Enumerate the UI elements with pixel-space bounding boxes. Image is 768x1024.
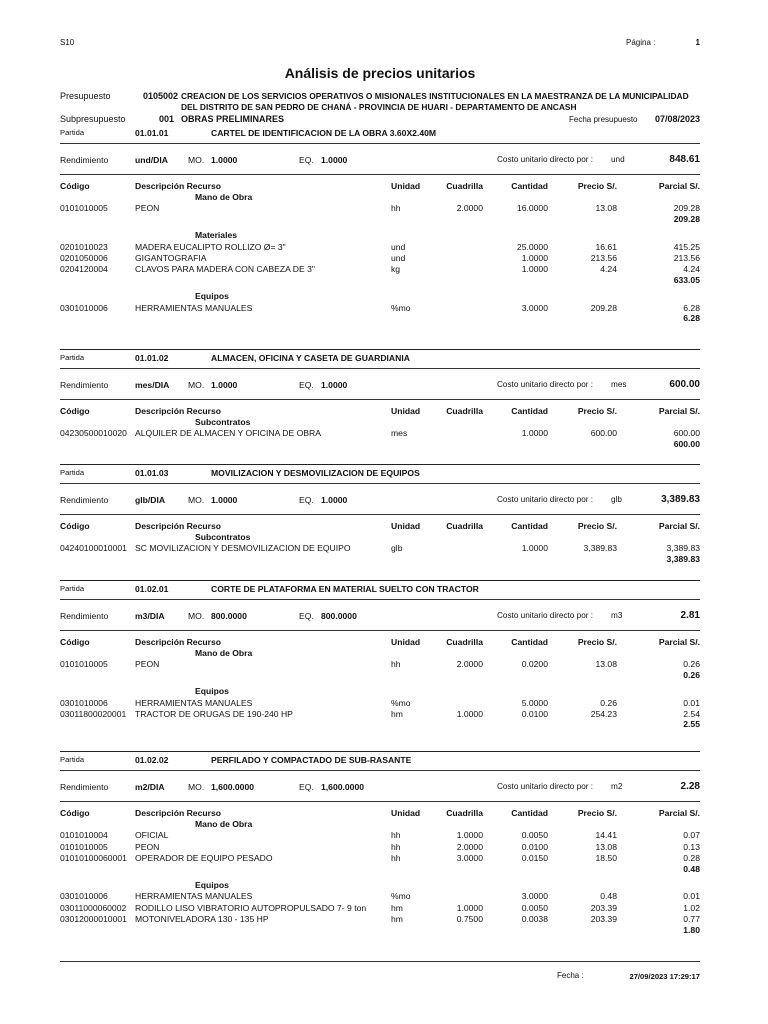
fecha-presupuesto-label: Fecha presupuesto xyxy=(569,115,638,124)
page-number: 1 xyxy=(695,38,700,47)
resource-cantidad: 0.0038 xyxy=(521,914,548,925)
presupuesto-description-line-2: DEL DISTRITO DE SAN PEDRO DE CHANÁ - PROVINCIA DE HUARI - DEPARTAMENTO DE ANCASH xyxy=(181,102,577,112)
section-end-divider xyxy=(60,751,700,752)
resource-category-heading: Equipos xyxy=(195,291,229,302)
resource-parcial: 209.28 xyxy=(673,203,700,214)
rendimiento-divider xyxy=(60,174,700,175)
resource-precio: 213.56 xyxy=(590,253,617,263)
resource-precio: 600.00 xyxy=(590,428,617,439)
resource-code: 0101010005 xyxy=(60,841,108,852)
eq-value: 1.0000 xyxy=(321,155,348,165)
group-subtotal: 0.26 xyxy=(683,669,700,680)
col-header-codigo: Código xyxy=(60,808,90,818)
rendimiento-label: Rendimiento xyxy=(60,380,109,390)
partida-divider xyxy=(60,143,700,144)
resource-parcial: 600.00 xyxy=(673,428,700,439)
rendimiento-unit: glb/DIA xyxy=(135,495,166,505)
partida-name: ALMACEN, OFICINA Y CASETA DE GUARDIANIA xyxy=(211,353,410,363)
resource-unit: und xyxy=(391,253,406,263)
resource-code: 04240100010001 xyxy=(60,543,127,554)
resource-cantidad: 16.0000 xyxy=(516,203,548,214)
section-end-divider xyxy=(60,464,700,465)
eq-value: 1,600.0000 xyxy=(321,782,365,792)
resource-parcial: 0.13 xyxy=(683,841,700,852)
col-header-descripcion: Descripción Recurso xyxy=(135,808,221,818)
eq-value: 1.0000 xyxy=(321,495,348,505)
footer-fecha: 27/09/2023 17:29:17 xyxy=(629,972,700,981)
col-header-descripcion: Descripción Recurso xyxy=(135,406,221,416)
resource-unit: %mo xyxy=(391,891,411,902)
resource-cantidad: 25.0000 xyxy=(516,241,548,252)
partida-name: CORTE DE PLATAFORMA EN MATERIAL SUELTO CON TRACTOR xyxy=(211,584,479,594)
resource-cantidad: 0.0050 xyxy=(521,902,548,913)
col-header-codigo: Código xyxy=(60,406,90,416)
resource-cuadrilla: 2.0000 xyxy=(456,659,483,670)
col-header-unidad: Unidad xyxy=(391,637,421,647)
resource-parcial: 0.28 xyxy=(683,853,700,864)
col-header-descripcion: Descripción Recurso xyxy=(135,637,221,647)
mo-value: 1.0000 xyxy=(211,380,238,390)
group-subtotal: 3,389.83 xyxy=(666,553,700,564)
partida-label: Partida xyxy=(60,353,85,362)
resource-precio: 209.28 xyxy=(590,302,617,313)
page-title: Análisis de precios unitarios xyxy=(284,65,476,81)
resource-unit: glb xyxy=(391,543,403,554)
rendimiento-label: Rendimiento xyxy=(60,155,109,165)
col-header-unidad: Unidad xyxy=(391,406,421,416)
resource-cantidad: 3.0000 xyxy=(521,891,548,902)
section-end-divider xyxy=(60,580,700,581)
resource-description: MOTONIVELADORA 130 - 135 HP xyxy=(135,914,269,925)
col-header-parcial: Parcial S/. xyxy=(658,637,700,647)
resource-precio: 203.39 xyxy=(590,914,617,925)
report-code: S10 xyxy=(60,38,75,47)
resource-parcial: 0.77 xyxy=(683,914,700,925)
col-header-cuadrilla: Cuadrilla xyxy=(446,406,483,416)
resource-cantidad: 0.0200 xyxy=(521,659,548,670)
resource-cantidad: 0.0150 xyxy=(521,853,548,864)
costo-unitario-total: 600.00 xyxy=(669,379,700,390)
resource-category-heading: Mano de Obra xyxy=(195,192,253,202)
resource-precio: 13.08 xyxy=(595,841,617,852)
mo-value: 800.0000 xyxy=(211,611,247,621)
col-header-cantidad: Cantidad xyxy=(511,808,548,818)
col-header-precio: Precio S/. xyxy=(577,406,617,416)
rendimiento-divider xyxy=(60,801,700,802)
resource-parcial: 4.24 xyxy=(683,264,700,275)
resource-precio: 13.08 xyxy=(595,203,617,214)
col-header-codigo: Código xyxy=(60,521,90,531)
resource-cuadrilla: 1.0000 xyxy=(456,902,483,913)
costo-unitario-unit: m3 xyxy=(611,611,623,620)
col-header-cantidad: Cantidad xyxy=(511,406,548,416)
resource-unit: mes xyxy=(391,428,408,439)
section-end-divider xyxy=(60,349,700,350)
resource-unit: %mo xyxy=(391,302,411,313)
resource-description: GIGANTOGRAFIA xyxy=(135,253,207,263)
resource-description: MADERA EUCALIPTO ROLLIZO Ø= 3" xyxy=(135,241,286,252)
resource-description: TRACTOR DE ORUGAS DE 190-240 HP xyxy=(135,709,293,719)
partida-code: 01.01.02 xyxy=(135,353,169,363)
resource-cuadrilla: 3.0000 xyxy=(456,853,483,864)
resource-unit: und xyxy=(391,241,406,252)
col-header-cuadrilla: Cuadrilla xyxy=(446,181,483,191)
resource-description: HERRAMIENTAS MANUALES xyxy=(135,891,253,902)
resource-description: OFICIAL xyxy=(135,830,169,841)
resource-unit: hh xyxy=(391,659,401,670)
rendimiento-divider xyxy=(60,630,700,631)
partida-name: CARTEL DE IDENTIFICACION DE LA OBRA 3.60X2.40M xyxy=(211,128,437,138)
resource-cuadrilla: 1.0000 xyxy=(456,709,483,719)
col-header-descripcion: Descripción Recurso xyxy=(135,521,221,531)
eq-label: EQ. xyxy=(299,155,314,165)
rendimiento-unit: m3/DIA xyxy=(135,611,165,621)
subpresupuesto-label: Subpresupuesto xyxy=(60,114,126,124)
resource-description: ALQUILER DE ALMACEN Y OFICINA DE OBRA xyxy=(135,428,321,439)
resource-description: PEON xyxy=(135,203,160,214)
costo-unitario-unit: glb xyxy=(611,495,622,504)
group-subtotal: 6.28 xyxy=(683,313,700,323)
resource-cantidad: 1.0000 xyxy=(521,543,548,554)
resource-precio: 18.50 xyxy=(595,853,617,864)
costo-unitario-total: 2.81 xyxy=(680,610,700,621)
mo-label: MO. xyxy=(188,495,205,505)
resource-precio: 203.39 xyxy=(590,902,617,913)
eq-label: EQ. xyxy=(299,380,314,390)
col-header-parcial: Parcial S/. xyxy=(658,808,700,818)
resource-parcial: 0.07 xyxy=(683,830,700,841)
costo-unitario-label: Costo unitario directo por : xyxy=(497,155,594,164)
resource-category-heading: Mano de Obra xyxy=(195,819,253,829)
resource-description: HERRAMIENTAS MANUALES xyxy=(135,302,253,313)
col-header-cuadrilla: Cuadrilla xyxy=(446,637,483,647)
resource-unit: hh xyxy=(391,830,401,841)
rendimiento-label: Rendimiento xyxy=(60,495,109,505)
resource-category-heading: Materiales xyxy=(195,230,238,241)
resource-category-heading: Equipos xyxy=(195,880,229,890)
resource-cuadrilla: 1.0000 xyxy=(456,830,483,841)
presupuesto-description-line-1: CREACION DE LOS SERVICIOS OPERATIVOS O MISIONALES INSTITUCIONALES EN LA MAESTRANZA DE LA MUNICIPALIDAD xyxy=(181,91,689,101)
resource-precio: 3,389.83 xyxy=(583,543,617,554)
costo-unitario-label: Costo unitario directo por : xyxy=(497,611,594,620)
rendimiento-divider xyxy=(60,399,700,400)
partida-divider xyxy=(60,368,700,369)
eq-label: EQ. xyxy=(299,495,314,505)
col-header-parcial: Parcial S/. xyxy=(658,181,700,191)
resource-code: 0201010023 xyxy=(60,241,108,252)
resource-precio: 254.23 xyxy=(590,709,617,719)
resource-cantidad: 1.0000 xyxy=(521,264,548,275)
mo-value: 1,600.0000 xyxy=(211,782,255,792)
resource-unit: hh xyxy=(391,853,401,864)
resource-cantidad: 1.0000 xyxy=(521,253,548,263)
resource-cuadrilla: 2.0000 xyxy=(456,203,483,214)
resource-parcial: 6.28 xyxy=(683,302,700,313)
resource-unit: hh xyxy=(391,841,401,852)
partida-code: 01.01.03 xyxy=(135,468,169,478)
col-header-cuadrilla: Cuadrilla xyxy=(446,521,483,531)
col-header-codigo: Código xyxy=(60,637,90,647)
resource-parcial: 0.01 xyxy=(683,697,700,708)
group-subtotal: 633.05 xyxy=(673,274,700,285)
col-header-cantidad: Cantidad xyxy=(511,181,548,191)
resource-description: SC MOVILIZACION Y DESMOVILIZACION DE EQUIPO xyxy=(135,543,351,554)
resource-parcial: 1.02 xyxy=(683,902,700,913)
resource-unit: %mo xyxy=(391,697,411,708)
resource-code: 03011800020001 xyxy=(60,709,127,719)
rendimiento-unit: mes/DIA xyxy=(135,380,170,390)
resource-code: 03011000060002 xyxy=(60,902,127,913)
resource-category-heading: Subcontratos xyxy=(195,532,251,542)
partida-label: Partida xyxy=(60,468,85,477)
col-header-precio: Precio S/. xyxy=(577,808,617,818)
resource-unit: hm xyxy=(391,914,403,925)
partida-code: 01.01.01 xyxy=(135,128,169,138)
partida-label: Partida xyxy=(60,584,85,593)
eq-value: 1.0000 xyxy=(321,380,348,390)
resource-parcial: 2.54 xyxy=(683,709,700,719)
partida-divider xyxy=(60,770,700,771)
resource-unit: kg xyxy=(391,264,401,275)
partida-label: Partida xyxy=(60,755,85,764)
rendimiento-unit: und/DIA xyxy=(135,155,168,165)
eq-label: EQ. xyxy=(299,611,314,621)
col-header-precio: Precio S/. xyxy=(577,181,617,191)
resource-unit: hm xyxy=(391,902,403,913)
resource-cantidad: 0.0100 xyxy=(521,709,548,719)
resource-cantidad: 5.0000 xyxy=(521,697,548,708)
mo-label: MO. xyxy=(188,380,205,390)
col-header-descripcion: Descripción Recurso xyxy=(135,181,221,191)
resource-code: 01010100060001 xyxy=(60,853,127,864)
col-header-unidad: Unidad xyxy=(391,808,421,818)
fecha-presupuesto: 07/08/2023 xyxy=(654,114,700,124)
resource-parcial: 415.25 xyxy=(673,241,700,252)
col-header-parcial: Parcial S/. xyxy=(658,521,700,531)
eq-value: 800.0000 xyxy=(321,611,357,621)
resource-precio: 0.26 xyxy=(600,697,617,708)
col-header-parcial: Parcial S/. xyxy=(658,406,700,416)
rendimiento-label: Rendimiento xyxy=(60,782,109,792)
subpresupuesto-code: 001 xyxy=(159,114,175,124)
resource-code: 0101010004 xyxy=(60,830,108,841)
costo-unitario-unit: und xyxy=(611,155,625,164)
resource-parcial: 0.01 xyxy=(683,891,700,902)
resource-cuadrilla: 2.0000 xyxy=(456,841,483,852)
presupuesto-label: Presupuesto xyxy=(60,91,111,101)
mo-label: MO. xyxy=(188,155,205,165)
resource-code: 0301010006 xyxy=(60,697,108,708)
rendimiento-divider xyxy=(60,514,700,515)
group-subtotal: 0.48 xyxy=(683,863,700,874)
subpresupuesto-description: OBRAS PRELIMINARES xyxy=(181,114,285,124)
rendimiento-label: Rendimiento xyxy=(60,611,109,621)
resource-precio: 4.24 xyxy=(600,264,617,275)
costo-unitario-total: 2.28 xyxy=(680,781,700,792)
mo-label: MO. xyxy=(188,611,205,621)
costo-unitario-label: Costo unitario directo por : xyxy=(497,380,594,389)
resource-precio: 13.08 xyxy=(595,659,617,670)
group-subtotal: 209.28 xyxy=(673,213,700,224)
resource-code: 0201050006 xyxy=(60,253,108,263)
partida-name: PERFILADO Y COMPACTADO DE SUB-RASANTE xyxy=(211,755,412,765)
footer-divider xyxy=(60,961,700,962)
resource-cantidad: 0.0100 xyxy=(521,841,548,852)
resource-code: 0101010005 xyxy=(60,659,108,670)
resource-precio: 14.41 xyxy=(595,830,617,841)
col-header-unidad: Unidad xyxy=(391,521,421,531)
col-header-precio: Precio S/. xyxy=(577,521,617,531)
resource-cantidad: 3.0000 xyxy=(521,302,548,313)
resource-cantidad: 0.0050 xyxy=(521,830,548,841)
partida-code: 01.02.02 xyxy=(135,755,169,765)
costo-unitario-unit: mes xyxy=(611,380,627,389)
partida-code: 01.02.01 xyxy=(135,584,169,594)
col-header-cantidad: Cantidad xyxy=(511,637,548,647)
col-header-codigo: Código xyxy=(60,181,90,191)
partida-label: Partida xyxy=(60,128,85,137)
resource-category-heading: Equipos xyxy=(195,686,229,697)
mo-label: MO. xyxy=(188,782,205,792)
resource-description: RODILLO LISO VIBRATORIO AUTOPROPULSADO 7- 9 ton xyxy=(135,902,367,913)
resource-unit: hh xyxy=(391,203,401,214)
mo-value: 1.0000 xyxy=(211,155,238,165)
partida-name: MOVILIZACION Y DESMOVILIZACION DE EQUIPOS xyxy=(211,468,420,478)
resource-code: 0101010005 xyxy=(60,203,108,214)
resource-code: 0301010006 xyxy=(60,891,108,902)
col-header-unidad: Unidad xyxy=(391,181,421,191)
resource-unit: hm xyxy=(391,709,403,719)
costo-unitario-label: Costo unitario directo por : xyxy=(497,495,594,504)
partida-divider xyxy=(60,599,700,600)
resource-description: CLAVOS PARA MADERA CON CABEZA DE 3" xyxy=(135,264,315,275)
resource-precio: 0.48 xyxy=(600,891,617,902)
resource-description: HERRAMIENTAS MANUALES xyxy=(135,697,253,708)
eq-label: EQ. xyxy=(299,782,314,792)
costo-unitario-unit: m2 xyxy=(611,782,623,791)
resource-category-heading: Mano de Obra xyxy=(195,648,253,658)
resource-cuadrilla: 0.7500 xyxy=(456,914,483,925)
costo-unitario-label: Costo unitario directo por : xyxy=(497,782,594,791)
presupuesto-code: 0105002 xyxy=(143,91,179,101)
resource-code: 04230500010020 xyxy=(60,428,127,439)
resource-code: 0301010006 xyxy=(60,302,108,313)
resource-description: PEON xyxy=(135,841,160,852)
mo-value: 1.0000 xyxy=(211,495,238,505)
col-header-precio: Precio S/. xyxy=(577,637,617,647)
costo-unitario-total: 3,389.83 xyxy=(661,494,700,505)
resource-description: PEON xyxy=(135,659,160,670)
page-label: Página : xyxy=(626,38,656,47)
resource-code: 03012000010001 xyxy=(60,914,127,925)
resource-precio: 16.61 xyxy=(595,241,617,252)
resource-description: OPERADOR DE EQUIPO PESADO xyxy=(135,853,273,864)
resource-cantidad: 1.0000 xyxy=(521,428,548,439)
rendimiento-unit: m2/DIA xyxy=(135,782,165,792)
costo-unitario-total: 848.61 xyxy=(669,154,700,165)
resource-category-heading: Subcontratos xyxy=(195,417,251,427)
group-subtotal: 600.00 xyxy=(673,438,700,449)
col-header-cantidad: Cantidad xyxy=(511,521,548,531)
resource-parcial: 213.56 xyxy=(673,253,700,263)
resource-parcial: 0.26 xyxy=(683,659,700,670)
group-subtotal: 1.80 xyxy=(683,924,700,935)
col-header-cuadrilla: Cuadrilla xyxy=(446,808,483,818)
footer-fecha-label: Fecha : xyxy=(557,971,584,980)
partida-divider xyxy=(60,483,700,484)
group-subtotal: 2.55 xyxy=(683,719,700,730)
resource-parcial: 3,389.83 xyxy=(666,543,700,554)
resource-code: 0204120004 xyxy=(60,264,108,275)
